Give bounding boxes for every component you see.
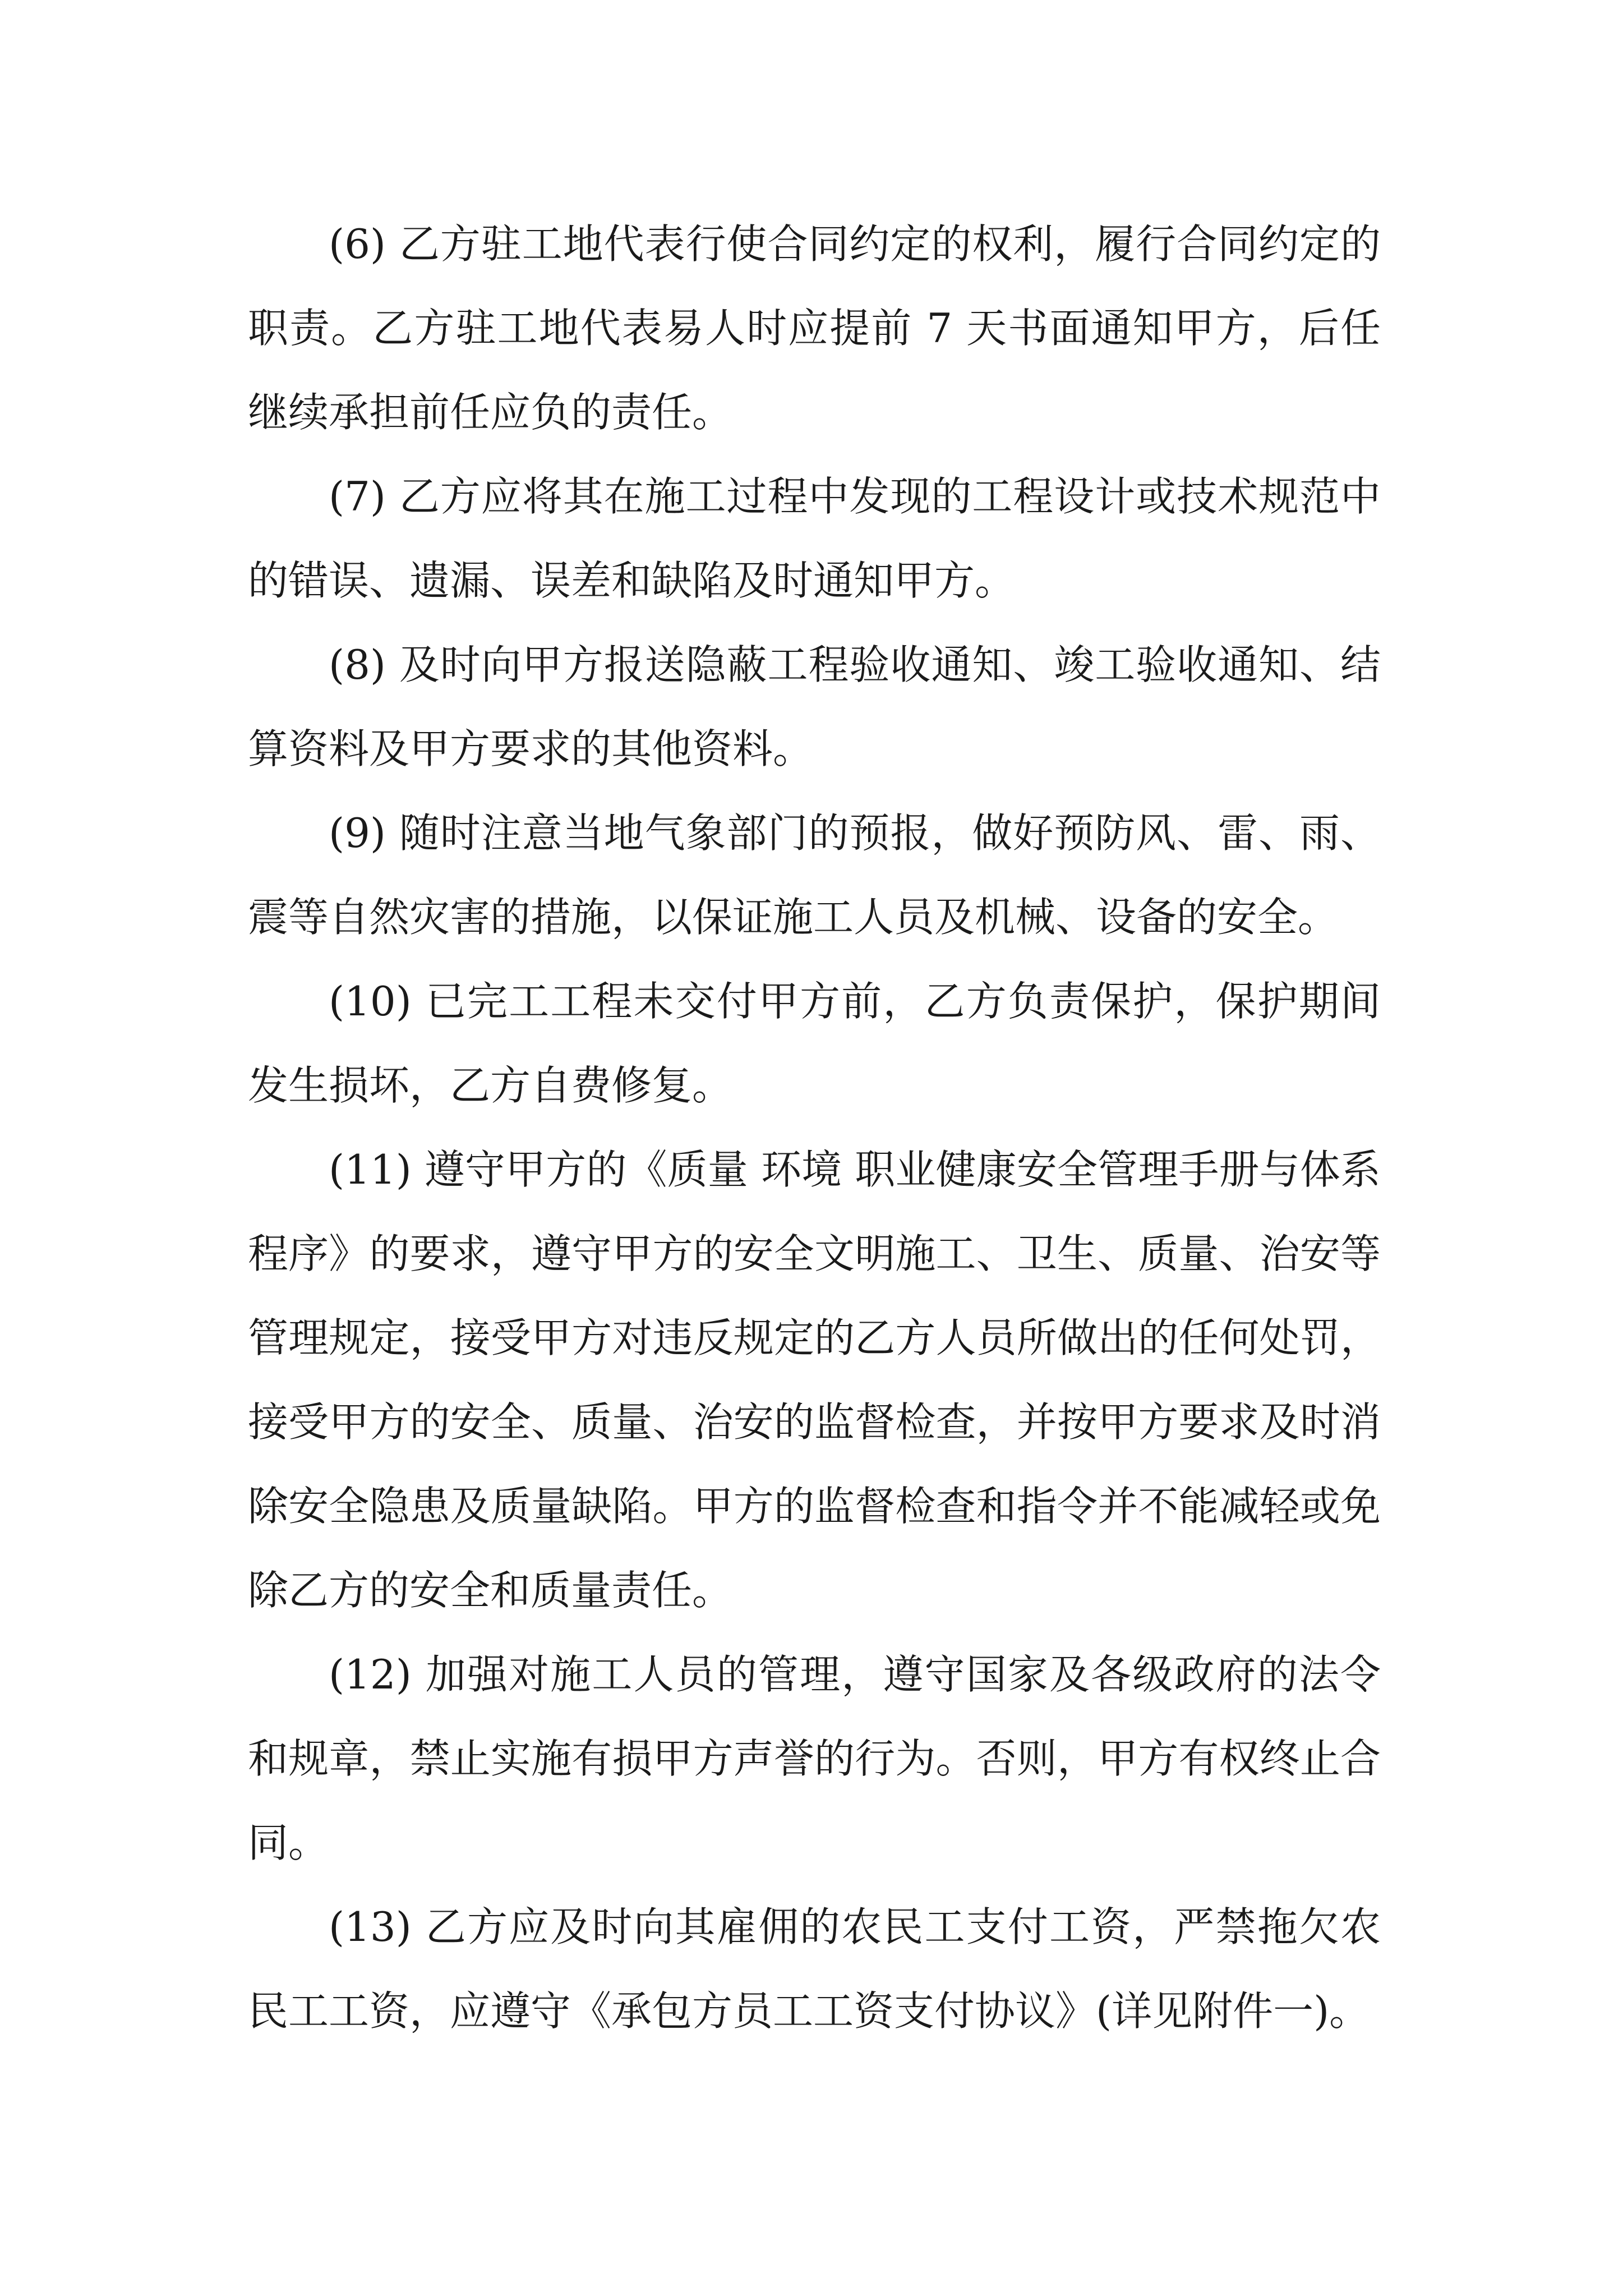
clause-11-line-6: 查和指令并不能减轻或免除乙方的安全和质量责任。 bbox=[248, 1483, 1381, 1614]
clause-11-line-3: 量、治安等管理规定，接受甲方对违反规定的乙方人员所做 bbox=[248, 1230, 1381, 1361]
clause-10-line-2: 期间发生损坏，乙方自费修复。 bbox=[248, 978, 1381, 1109]
clause-7-line-1: (7) 乙方应将其在施工过程中发现的工程设计或技术 bbox=[329, 473, 1259, 520]
clause-11-line-5: 并按甲方要求及时消除安全隐患及质量缺陷。甲方的监督检 bbox=[248, 1398, 1381, 1530]
clause-13-line-3: 附件一)。 bbox=[1192, 1987, 1370, 2035]
document-body bbox=[248, 202, 1381, 2053]
clause-13-line-1: (13) 乙方应及时向其雇佣的农民工支付工资，严禁拖 bbox=[329, 1903, 1299, 1950]
clause-12-line-3: 权终止合同。 bbox=[248, 1735, 1381, 1866]
clause-9-line-3: 安全。 bbox=[1217, 894, 1339, 941]
clause-12 bbox=[248, 1632, 1381, 1885]
clause-7-line-2: 规范中的错误、遗漏、误差和缺陷及时通知甲方。 bbox=[248, 473, 1381, 604]
clause-9 bbox=[248, 791, 1381, 959]
clause-13 bbox=[248, 1885, 1381, 2053]
clause-8-line-2: 结算资料及甲方要求的其他资料。 bbox=[248, 641, 1381, 772]
clause-13-line-2: 欠农民工工资，应遵守《承包方员工工资支付协议》(详见 bbox=[248, 1903, 1381, 2035]
clause-12-line-1: (12) 加强对施工人员的管理，遵守国家及各级政府的 bbox=[329, 1651, 1299, 1698]
clause-8-line-1: (8) 及时向甲方报送隐蔽工程验收通知、竣工验收通知、 bbox=[329, 641, 1340, 688]
clause-11-line-2: 与体系程序》的要求，遵守甲方的安全文明施工、卫生、质 bbox=[248, 1146, 1381, 1277]
clause-6-line-2: 定的职责。乙方驻工地代表易人时应提前 7 天书面通知甲方， bbox=[248, 220, 1381, 352]
clause-11 bbox=[248, 1128, 1381, 1632]
clause-10 bbox=[248, 959, 1381, 1128]
clause-9-line-1: (9) 随时注意当地气象部门的预报，做好预防风、雷、 bbox=[329, 809, 1300, 857]
clause-6-line-1: (6) 乙方驻工地代表行使合同约定的权利，履行合同约 bbox=[329, 220, 1300, 268]
clause-10-line-1: (10) 已完工工程未交付甲方前，乙方负责保护，保护 bbox=[329, 978, 1299, 1025]
clause-6 bbox=[248, 202, 1381, 454]
clause-11-line-4: 出的任何处罚，接受甲方的安全、质量、治安的监督检查， bbox=[248, 1314, 1381, 1446]
clause-12-line-2: 法令和规章，禁止实施有损甲方声誉的行为。否则，甲方有 bbox=[248, 1651, 1381, 1782]
clause-7 bbox=[248, 454, 1381, 623]
clause-6-line-3: 后任继续承担前任应负的责任。 bbox=[248, 305, 1381, 436]
clause-9-line-2: 雨、震等自然灾害的措施，以保证施工人员及机械、设备的 bbox=[248, 809, 1381, 941]
clause-11-line-1: (11) 遵守甲方的《质量 环境 职业健康安全管理手册 bbox=[329, 1146, 1260, 1193]
clause-8 bbox=[248, 623, 1381, 791]
